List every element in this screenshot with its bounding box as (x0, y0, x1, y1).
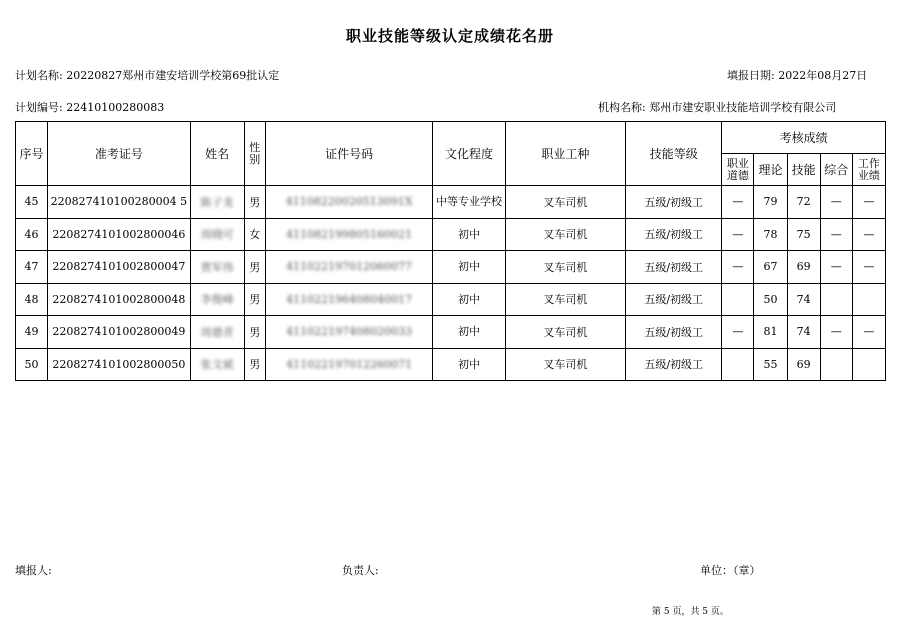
cell-theory: 50 (754, 283, 787, 316)
cell-education: 初中 (433, 251, 505, 284)
org-label: 机构名称: (598, 101, 646, 114)
report-date-label: 填报日期: (727, 69, 775, 82)
cell-work: — (852, 316, 885, 349)
header-seq: 序号 (16, 122, 48, 186)
cell-name-redacted: 贾军伟 (200, 260, 234, 274)
report-date-row (727, 67, 867, 83)
header-level: 技能等级 (626, 122, 722, 186)
cell-ethics: — (722, 316, 754, 349)
cell-name (190, 186, 244, 219)
cell-ethics: — (722, 186, 754, 219)
cell-theory: 78 (754, 218, 787, 251)
cell-ticket: 2208274101002800046 (48, 218, 190, 251)
page-number: 第 5 页，共 5 页。 (652, 607, 729, 617)
cell-name (190, 316, 244, 349)
table-row (16, 348, 886, 381)
cell-id-no (265, 283, 433, 316)
cell-ethics: — (722, 218, 754, 251)
cell-name-redacted: 周晓可 (200, 228, 234, 242)
plan-name-row (15, 67, 279, 83)
cell-theory: 55 (754, 348, 787, 381)
cell-ethics (722, 283, 754, 316)
cell-theory: 67 (754, 251, 787, 284)
org-row (598, 99, 836, 115)
cell-id-no (265, 348, 433, 381)
header-id-no: 证件号码 (265, 122, 433, 186)
cell-theory: 81 (754, 316, 787, 349)
cell-gender: 男 (244, 251, 265, 284)
cell-overall: — (820, 251, 852, 284)
cell-skill: 75 (787, 218, 820, 251)
cell-skill: 69 (787, 348, 820, 381)
plan-name-value: 20220827郑州市建安培训学校第69批认定 (66, 69, 280, 82)
cell-gender: 女 (244, 218, 265, 251)
cell-overall (820, 348, 852, 381)
cell-work: — (852, 186, 885, 219)
cell-ethics: — (722, 251, 754, 284)
cell-education: 初中 (433, 316, 505, 349)
cell-id-no-redacted: 411022197012060077 (286, 260, 413, 274)
cell-name (190, 251, 244, 284)
header-skill: 技能 (787, 154, 820, 186)
cell-skill: 72 (787, 186, 820, 219)
cell-work: — (852, 218, 885, 251)
plan-no-row (15, 99, 164, 115)
cell-name-redacted: 陈子龙 (200, 195, 234, 209)
header-theory: 理论 (754, 154, 787, 186)
cell-job: 叉车司机 (505, 348, 625, 381)
cell-name-redacted: 周德青 (200, 325, 234, 339)
cell-id-no (265, 251, 433, 284)
cell-skill: 74 (787, 316, 820, 349)
plan-no-value: 22410100280083 (66, 101, 165, 114)
score-roster-table (15, 121, 886, 381)
report-date-value: 2022年08月27日 (778, 69, 868, 82)
header-gender: 性别 (244, 122, 265, 186)
cell-ticket: 2208274101002800050 (48, 348, 190, 381)
org-value: 郑州市建安职业技能培训学校有限公司 (649, 101, 837, 114)
document-title: 职业技能等级认定成绩花名册 (345, 27, 554, 45)
cell-id-no (265, 316, 433, 349)
cell-name (190, 348, 244, 381)
cell-overall: — (820, 218, 852, 251)
cell-job: 叉车司机 (505, 316, 625, 349)
cell-work: — (852, 251, 885, 284)
cell-skill: 74 (787, 283, 820, 316)
table-row (16, 186, 886, 219)
cell-seq: 46 (16, 218, 48, 251)
cell-gender: 男 (244, 348, 265, 381)
cell-name-redacted: 李俊峰 (200, 293, 234, 307)
cell-ticket: 220827410100280004 5 (48, 186, 190, 219)
cell-skill: 69 (787, 251, 820, 284)
cell-job: 叉车司机 (505, 251, 625, 284)
cell-id-no-redacted: 411022196408040017 (286, 292, 413, 306)
header-ticket: 准考证号 (48, 122, 190, 186)
header-name: 姓名 (190, 122, 244, 186)
cell-seq: 49 (16, 316, 48, 349)
cell-job: 叉车司机 (505, 283, 625, 316)
responsible-label: 负责人: (342, 564, 379, 577)
cell-ticket: 2208274101002800048 (48, 283, 190, 316)
cell-job: 叉车司机 (505, 186, 625, 219)
cell-education: 初中 (433, 218, 505, 251)
plan-no-label: 计划编号: (15, 101, 63, 114)
cell-level: 五级/初级工 (626, 348, 722, 381)
cell-level: 五级/初级工 (626, 186, 722, 219)
cell-level: 五级/初级工 (626, 316, 722, 349)
cell-gender: 男 (244, 186, 265, 219)
cell-overall (820, 283, 852, 316)
table-row (16, 283, 886, 316)
cell-level: 五级/初级工 (626, 218, 722, 251)
cell-work (852, 348, 885, 381)
cell-ticket: 2208274101002800049 (48, 316, 190, 349)
cell-id-no (265, 218, 433, 251)
cell-job: 叉车司机 (505, 218, 625, 251)
cell-seq: 50 (16, 348, 48, 381)
filler-label: 填报人: (15, 564, 52, 577)
cell-id-no-redacted: 411022197012260071 (286, 357, 413, 371)
cell-theory: 79 (754, 186, 787, 219)
cell-ticket: 2208274101002800047 (48, 251, 190, 284)
table-row (16, 316, 886, 349)
cell-education: 中等专业学校 (433, 186, 505, 219)
cell-education: 初中 (433, 283, 505, 316)
header-education: 文化程度 (433, 122, 505, 186)
cell-name-redacted: 张文斌 (200, 358, 234, 372)
header-job: 职业工种 (505, 122, 625, 186)
header-work: 工作业绩 (852, 154, 885, 186)
plan-name-label: 计划名称: (15, 69, 63, 82)
cell-seq: 47 (16, 251, 48, 284)
header-scores: 考核成绩 (722, 122, 886, 154)
cell-work (852, 283, 885, 316)
cell-seq: 48 (16, 283, 48, 316)
cell-id-no-redacted: 411022197408020033 (286, 325, 413, 339)
cell-overall: — (820, 316, 852, 349)
cell-id-no (265, 186, 433, 219)
cell-education: 初中 (433, 348, 505, 381)
cell-gender: 男 (244, 316, 265, 349)
cell-ethics (722, 348, 754, 381)
table-row (16, 218, 886, 251)
cell-id-no-redacted: 411082199805160021 (286, 227, 413, 241)
cell-overall: — (820, 186, 852, 219)
table-row (16, 251, 886, 284)
cell-name (190, 218, 244, 251)
cell-level: 五级/初级工 (626, 251, 722, 284)
header-overall: 综合 (820, 154, 852, 186)
header-ethics: 职业道德 (722, 154, 754, 186)
cell-id-no-redacted: 41108220020513091X (285, 195, 413, 209)
cell-level: 五级/初级工 (626, 283, 722, 316)
unit-seal-label: 单位：（章） (700, 564, 761, 577)
cell-name (190, 283, 244, 316)
cell-gender: 男 (244, 283, 265, 316)
cell-seq: 45 (16, 186, 48, 219)
roster-body (16, 186, 886, 381)
